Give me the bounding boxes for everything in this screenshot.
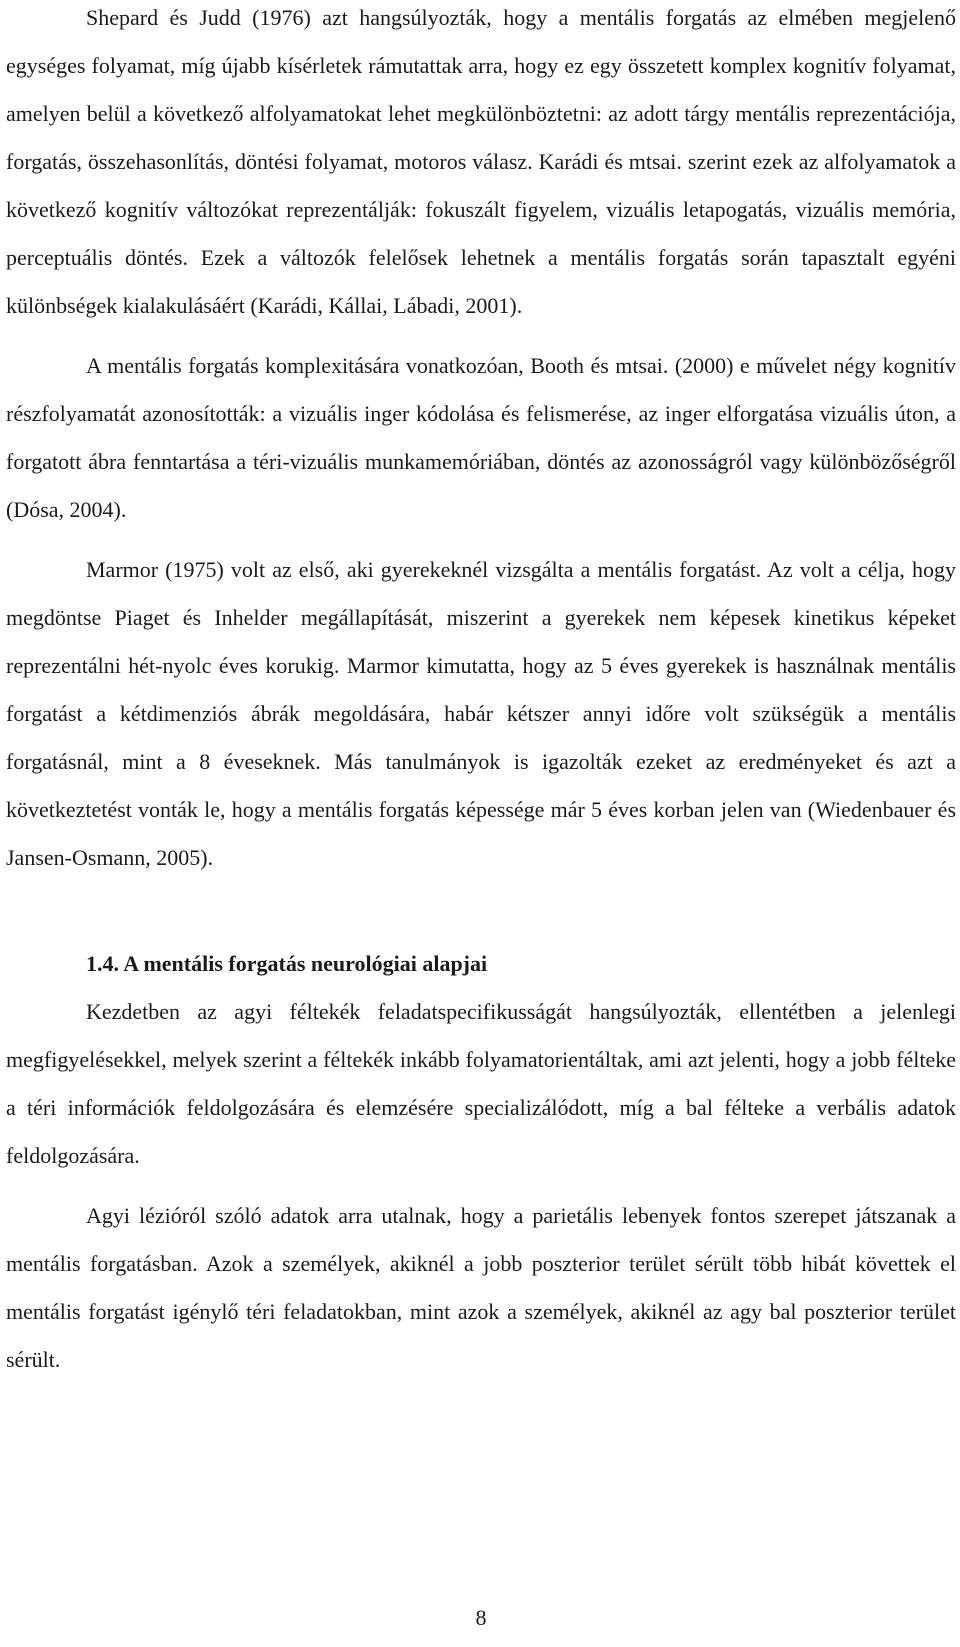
paragraph-marmor-children: Marmor (1975) volt az első, aki gyerekeknél vizsgálta a mentális forgatást. Az volt a célja, hogy megdöntse Piaget és Inhelder megállapítását, miszerint a gyerekek nem képesek kinetikus képeket reprezentálni hét-nyolc éves korukig. Marmor kimutatta, hogy az 5 éves gyerekek is használnak mentális forgatást a kétdimenziós ábrák megoldására, habár kétszer annyi időre volt szükségük a mentális forgatásnál, mint a 8 éveseknek. Más tanulmányok is igazolták ezeket az eredményeket és azt a következtetést vonták le, hogy a mentális forgatás képessége már 5 éves korban jelen van (Wiedenbauer és Jansen-Osmann, 2005). <box>6 557 956 870</box>
page-number: 8 <box>475 1605 487 1630</box>
paragraph-gap <box>6 330 956 342</box>
paragraph-mental-rotation-subprocesses: Shepard és Judd (1976) azt hangsúlyozták, hogy a mentális forgatás az elmében megjelenő egységes folyamat, míg újabb kísérletek rámutattak arra, hogy ez egy összetett komplex kognitív folyamat, amelyen belül a következő alfolyamatokat lehet megkülönböztetni: az adott tárgy mentális reprezentációja, forgatás, összehasonlítás, döntési folyamat, motoros válasz. Karádi és mtsai. szerint ezek az alfolyamatok a következő kognitív változókat reprezentálják: fokuszált figyelem, vizuális letapogatás, vizuális memória, perceptuális döntés. Ezek a változók felelősek lehetnek a mentális forgatás során tapasztalt egyéni különbségek kialakulásáért (Karádi, Kállai, Lábadi, 2001). <box>6 5 956 318</box>
paragraph-hemisphere-specialization: Kezdetben az agyi féltekék feladatspecifikusságát hangsúlyozták, ellentétben a jelenlegi megfigyelésekkel, melyek szerint a féltekék inkább folyamatorientáltak, ami azt jelenti, hogy a jobb félteke a téri információk feldolgozására és elemzésére specializálódott, míg a bal félteke a verbális adatok feldolgozására. <box>6 999 956 1168</box>
document-page <box>6 0 956 1647</box>
paragraph-booth-subprocesses: A mentális forgatás komplexitására vonatkozóan, Booth és mtsai. (2000) e művelet négy kognitív részfolyamatát azonosították: a vizuális inger kódolása és felismerése, az inger elforgatása vizuális úton, a forgatott ábra fenntartása a téri-vizuális munkamemóriában, döntés az azonosságról vagy különbözőségről (Dósa, 2004). <box>6 353 956 522</box>
paragraph-gap <box>6 534 956 546</box>
section-title: A mentális forgatás neurológiai alapjai <box>123 951 488 976</box>
section-heading <box>6 940 956 988</box>
paragraph-lesion-data: Agyi lézióról szóló adatok arra utalnak, hogy a parietális lebenyek fontos szerepet játszanak a mentális forgatásban. Azok a személyek, akiknél a jobb poszterior terület sérült több hibát követtek el mentális forgatást igénylő téri feladatokban, mint azok a személyek, akiknél az agy bal poszterior terület sérült. <box>6 1203 956 1372</box>
paragraph-gap <box>6 1180 956 1192</box>
section-number: 1.4. <box>86 951 119 976</box>
